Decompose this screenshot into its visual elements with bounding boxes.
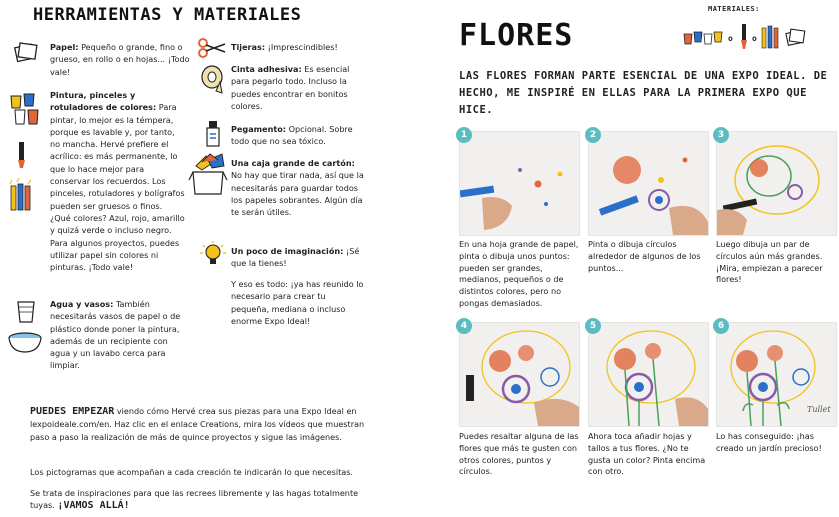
- step-6-badge: 6: [713, 318, 729, 334]
- step-6-photo: [716, 322, 837, 427]
- step-5-text: Ahora toca añadir hojas y tallos a tus flores. ¿No te gusta un color? Pinta encima con otro.: [588, 431, 706, 477]
- scissors-icon: [197, 37, 227, 59]
- item-caja: Una caja grande de cartón: No hay que tirar nada, así que la necesitarás para guardar todos los papeles sobrantes. Algún día te serán útiles.: [231, 158, 364, 218]
- materials-label: MATERIALES:: [708, 5, 760, 13]
- step-2-photo: [588, 131, 709, 236]
- separator-glyph: o: [752, 34, 758, 43]
- step-2-text: Pinta o dibuja círculos alrededor de algunos de los puntos...: [588, 239, 701, 273]
- step-1-text: En una hoja grande de papel, pinta o dibuja unos puntos: pueden ser grandes, medianos, pequeños o de distintos colores, pero no pongas demasiados.: [459, 239, 579, 308]
- step-4-text: Puedes resaltar alguna de las flores que más te gusten con otros colores, puntos y círculos.: [459, 431, 579, 477]
- step-4-badge: 4: [456, 318, 472, 334]
- glue-stick-icon: [201, 118, 225, 150]
- step-5-badge: 5: [585, 318, 601, 334]
- item-cinta: Cinta adhesiva: Es esencial para pegarlo todo. Incluso la puedes encontrar en bonitos colores.: [231, 64, 350, 111]
- tape-roll-icon: [199, 64, 225, 94]
- step-1-photo: [459, 131, 580, 236]
- paper-stack-icon: [13, 40, 39, 64]
- markers-icon: [760, 22, 782, 52]
- step-1-badge: 1: [456, 127, 472, 143]
- paper-stack-icon: [784, 26, 808, 52]
- page-title-right: FLORES: [459, 18, 574, 53]
- intro-paragraph: PUEDES EMPEZAR viendo cómo Hervé crea sus piezas para una Expo Ideal en lexpoideale.com/en. Haz clic en el enlace Creations, mira los vídeos que muestran paso a paso la realización de más de quince proyectos y sigue las imágenes.: [30, 406, 365, 442]
- paint-pots-icon: [8, 90, 42, 128]
- intro-paragraph-2: Los pictogramas que acompañan a cada creación te indicarán lo que necesitas.: [30, 467, 353, 477]
- right-page: [419, 0, 839, 517]
- cups-stack-icon: [14, 298, 38, 326]
- item-pegamento: Pegamento: Opcional. Sobre todo que no sea tóxico.: [231, 124, 353, 147]
- item-agua: Agua y vasos: También necesitarás vasos de papel o de plástico donde poner la pintura, además de un recipiente con agua y un lavabo cerca para limpiar.: [50, 299, 181, 371]
- page-title-left: HERRAMIENTAS Y MATERIALES: [33, 5, 302, 25]
- closing-text: Y eso es todo: ¡ya has reunido lo necesario para crear tu pequeña, mediana o incluso enorme Expo Ideal!: [231, 279, 364, 326]
- left-page: [0, 0, 419, 517]
- lightbulb-icon: [199, 240, 227, 270]
- step-4-photo: [459, 322, 580, 427]
- paintbrush-icon: [12, 140, 32, 170]
- paintbrush-icon: [737, 22, 751, 52]
- intro-paragraph-3: Se trata de inspiraciones para que las recrees libremente y las hagas totalmente tuyas. ¡VAMOS ALLÁ!: [30, 488, 359, 512]
- markers-icon: [8, 178, 38, 214]
- step-3-text: Luego dibuja un par de círculos aún más grandes. ¡Mira, empiezan a parecer flores!: [716, 239, 823, 285]
- item-tijeras: Tijeras: ¡Imprescindibles!: [231, 42, 338, 52]
- paint-pots-icon: [682, 24, 726, 52]
- step-6-text: Lo has conseguido: ¡has creado un jardín precioso!: [716, 431, 822, 453]
- cardboard-box-icon: [188, 152, 228, 198]
- item-pintura: Pintura, pinceles y rotuladores de colores: Para pintar, lo mejor es la témpera, porque es lavable y, por tanto, no mancha. Hervé prefiere el acrílico: es más permanente, lo que lo hace mejor para conservar los recuerdos. Los pinceles, rotuladores y bolígrafos pueden ser gruesos o finos. ¿Qué colores? Azul, rojo, amarillo y quizá verde o incluso negro. Para algunos proyectos, puedes utilizar papel sin colores ni pinturas. ¡Todo vale!: [50, 90, 185, 273]
- water-bowl-icon: [6, 330, 44, 356]
- step-3-photo: [716, 131, 837, 236]
- step-5-photo: [588, 322, 709, 427]
- lead-paragraph: LAS FLORES FORMAN PARTE ESENCIAL DE UNA EXPO IDEAL. DE HECHO, ME INSPIRÉ EN ELLAS PARA LA PRIMERA EXPO QUE HICE.: [459, 70, 828, 116]
- separator-glyph: o: [728, 34, 734, 43]
- step-2-badge: 2: [585, 127, 601, 143]
- step-3-badge: 3: [713, 127, 729, 143]
- item-papel: Papel: Pequeño o grande, fino o grueso, en rollo o en hojas... ¡Todo vale!: [50, 42, 190, 77]
- artist-signature: Tullet: [807, 405, 831, 414]
- item-imaginacion: Un poco de imaginación: ¡Sé que la tienes!: [231, 246, 360, 269]
